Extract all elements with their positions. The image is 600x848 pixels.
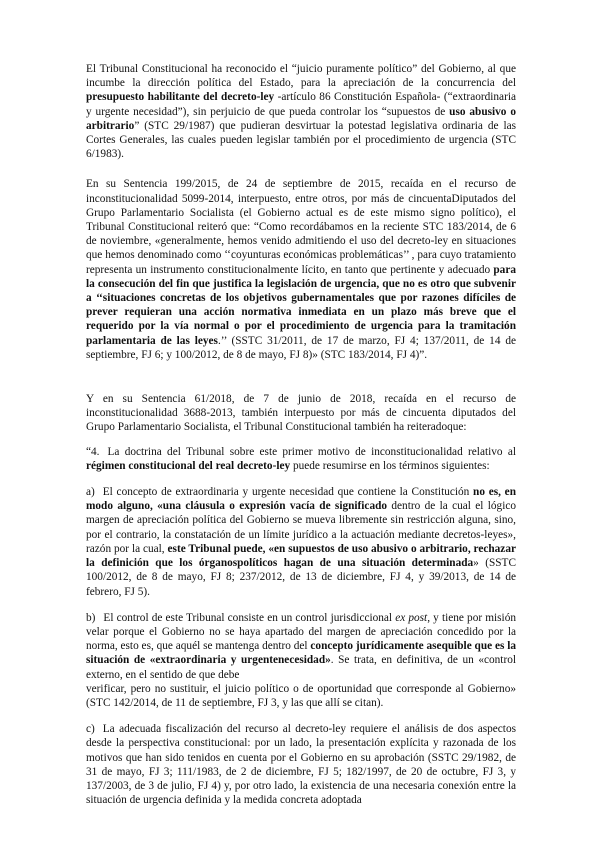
text-run: Y en su Sentencia 61/2018, de 7 de junio de 2018, recaída en el recurso de inconstitucionalidad 3688-2013, también interpuesto por más de cincuenta diputados del Grupo Parlamentario Socialista, el Tribunal Constitucional también ha reiteradoque:	[86, 393, 516, 434]
text-run: dentro de la cual el lógico margen de apreciación política del Gobierno se mueva libremente sin restricción alguna, sino, por el contrario, la constatación de un límite jurídico a la actuación mediante decretos-leyes», razón por la cual,	[86, 500, 516, 555]
text-run: En su Sentencia 199/2015, de 24 de septiembre de 2015, recaída en el recurso de inconstitucionalidad 5099-2014, interpuesto, entre otros, por más de cincuentaDiputados del Grupo Parlamentario Socialista (el Gobierno actual es de este mismo signo político), el Tribunal Constitucional reiteró que: “Como recordábamos en la reciente STC 183/2014, de 6 de noviembre, «generalmente, hemos venido admitiendo el uso del decreto-ley en situaciones que hemos denominado como ‘‘coyunturas económicas problemáticas’’ , para cuyo tratamiento representa un instrumento constitucionalmente lícito, en tanto que pertinente y adecuado	[86, 178, 516, 276]
text-run: -artículo 86 Constitución Española- (“extraordinaria y urgente necesidad”), sin perjuicio de que pueda controlar los “supuestos de	[86, 91, 516, 118]
paragraph-juicio-politico	[86, 62, 516, 161]
text-run: El Tribunal Constitucional ha reconocido el “juicio puramente político” del Gobierno, al que incumbe la dirección política del Estado, para la apreciación de la concurrencia del	[86, 63, 516, 90]
paragraph-doctrina-intro	[86, 445, 516, 473]
bold-run: no es, en modo alguno, «una cláusula o expresión vacía de significado	[86, 486, 516, 513]
list-marker: a)	[86, 486, 95, 499]
text-run: .’’ (SSTC 31/2011, de 17 de marzo, FJ 4; 137/2011, de 14 de septiembre, FJ 6; y 100/2012, de 8 de mayo, FJ 8)» (STC 183/2014, FJ 4)”.	[86, 334, 516, 361]
list-marker: “4.	[86, 445, 100, 458]
bold-run: uso abusivo o arbitrario	[86, 105, 517, 132]
paragraph-item-a	[86, 485, 516, 599]
text-run: . Se trata, en definitiva, de un «control externo, en el sentido de que debe	[86, 654, 516, 681]
paragraph-sentencia-199-2015	[86, 177, 516, 362]
bold-run: régimen constitucional del real decreto-ley	[86, 459, 291, 472]
text-run: La adecuada fiscalización del recurso al decreto-ley requiere el análisis de dos aspectos desde la perspectiva constitucional: por un lado, la presentación explícita y razonada de los motivos que han sido tenidos en cuenta por el Gobierno en su aprobación (SSTC 29/1982, de 31 de mayo, FJ 3; 111/1983, de 2 de diciembre, FJ 5; 182/1997, de 20 de octubre, FJ 3, y 137/2003, de 3 de julio, FJ 4) y, por otro lado, la existencia de una necesaria conexión entre la situación de urgencia definida y la medida concreta adoptada	[86, 723, 516, 807]
list-marker: b)	[86, 611, 96, 624]
paragraph-item-c	[86, 722, 516, 807]
text-run: La doctrina del Tribunal sobre este primer motivo de inconstitucionalidad relativo al	[107, 445, 516, 458]
bold-run: concepto jurídicamente asequible que es la situación de «extraordinaria y urgentenecesidad»	[86, 640, 516, 667]
bold-run: para la consecución del fin que justifica la legislación de urgencia, que no es otro que subvenir a ‘‘situaciones concretas de los objetivos gubernamentales que por razones difíciles de prever requieran una acción normativa inmediata en un plazo más breve que el requerido por la vía normal o por el procedimiento de urgencia para la tramitación parlamentaria de las leyes	[86, 263, 516, 347]
list-marker: c)	[86, 723, 95, 736]
text-run: El control de este Tribunal consiste en un control jurisdiccional	[103, 611, 396, 624]
text-run: » (SSTC 100/2012, de 8 de mayo, FJ 8; 237/2012, de 13 de diciembre, FJ 4, y 39/2013, de 14 de febrero, FJ 5).	[86, 557, 516, 598]
text-run: puede resumirse en los términos siguientes:	[290, 459, 490, 472]
bold-run: presupuesto habilitante del decreto-ley	[86, 91, 275, 104]
bold-run: este Tribunal puede, «en supuestos de uso abusivo o arbitrario, rechazar la definición que los órganospolíticos hagan de una situación determinada	[86, 542, 516, 570]
text-run: El concepto de extraordinaria y urgente necesidad que contiene la Constitución	[102, 486, 474, 499]
paragraph-item-b-continued	[86, 682, 516, 710]
text-run: , y tiene por misión velar porque el Gobierno no se haya apartado del margen de apreciación concedido por la norma, esto es, que aquél se mantenga dentro del	[86, 611, 516, 653]
text-run: ” (STC 29/1987) que pudieran desvirtuar la potestad legislativa ordinaria de las Cortes Generales, las cuales pueden legislar también por el procedimiento de urgencia (STC 6/1983).	[86, 119, 516, 161]
text-run: verificar, pero no sustituir, el juicio político o de oportunidad que corresponde al Gobierno» (STC 142/2014, de 11 de septiembre, FJ 3, y las que allí se citan).	[86, 682, 516, 709]
paragraph-item-b	[86, 611, 516, 682]
document-page	[86, 62, 516, 807]
paragraph-sentencia-61-2018	[86, 392, 516, 435]
italic-run: ex post	[395, 611, 428, 624]
